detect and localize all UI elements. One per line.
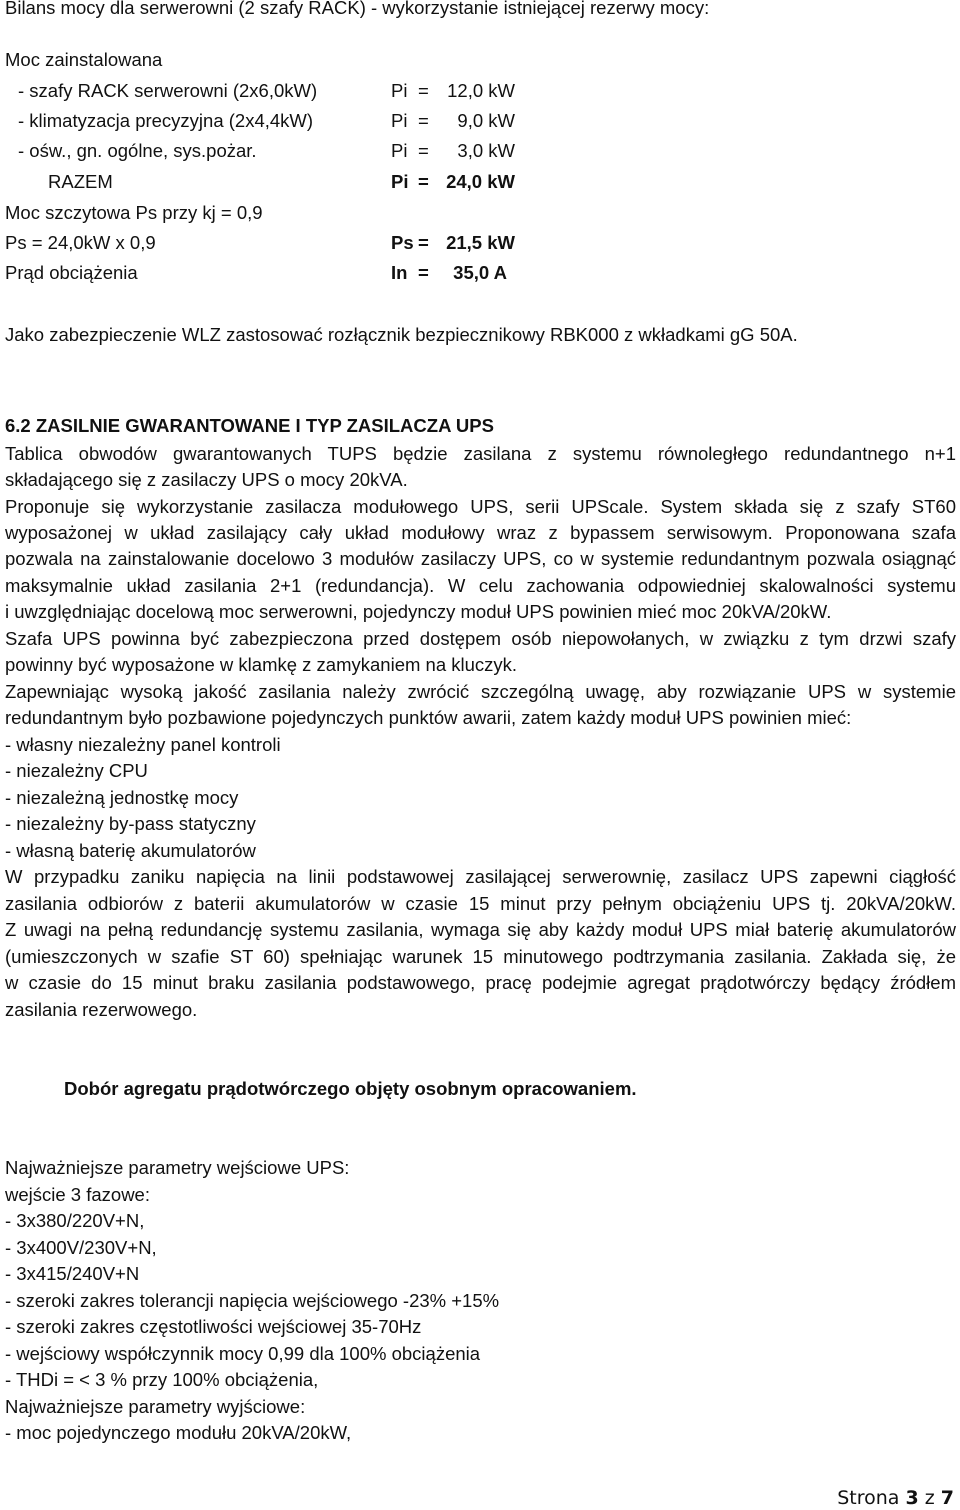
paragraph-line: (umieszczonych w szafie ST 60) spełniając warunek 15 minutowego podtrzymania zasilania. Zakłada się, że: [5, 946, 956, 967]
agregat-note: Dobór agregatu prądotwórczego objęty osobnym opracowaniem.: [64, 1078, 637, 1099]
power-row-equals: =: [418, 140, 429, 161]
paragraph-line: Tablica obwodów gwarantowanych TUPS będzie zasilana z systemu równoległego redundantnego n+1: [5, 443, 956, 464]
paragraph-line: i uwzględniając docelową moc serwerowni, pojedynczy moduł UPS powinien mieć moc 20kVA/20kW.: [5, 601, 832, 622]
params-list-item: - 3x400V/230V+N,: [5, 1237, 157, 1258]
load-current-equals: =: [418, 262, 429, 283]
power-row-equals: =: [418, 80, 429, 101]
peak-power-label: Moc szczytowa Ps przy kj = 0,9: [5, 202, 263, 223]
paragraph-line: Zapewniając wysoką jakość zasilania należy zwrócić szczególną uwagę, aby rozwiązanie UPS w systemie: [5, 681, 956, 702]
power-row: [0, 78, 560, 104]
power-row-symbol: Pi: [391, 110, 408, 131]
peak-power-equals: =: [418, 232, 429, 253]
power-row-value: 12,0 kW: [447, 80, 515, 101]
paragraph-line: pozwala na zainstalowanie docelowo 3 modułów zasilaczy UPS, co w systemie redundantnym pozwala osiągnąć: [5, 548, 956, 569]
paragraph-line: powinny być wyposażone w klamkę z zamykaniem na kluczyk.: [5, 654, 518, 675]
paragraph-line: Proponuje się wykorzystanie zasilacza modułowego UPS, serii UPScale. System składa się z szafy ST60: [5, 496, 956, 517]
params-list-item: - wejściowy współczynnik mocy 0,99 dla 100% obciążenia: [5, 1343, 481, 1364]
page-number: [837, 1486, 954, 1510]
paragraph-line: wyposażonej w układ zasilający cały układ modułowy wraz z bypassem serwisowym. Proponowana szafa: [5, 522, 956, 543]
paragraph-line: W przypadku zaniku napięcia na linii podstawowej zasilającej serwerownię, zasilacz UPS zapewni ciągłość: [5, 866, 956, 887]
power-row-value: 9,0 kW: [457, 110, 515, 131]
load-current-row: [0, 260, 560, 286]
power-row-label: - ośw., gn. ogólne, sys.pożar.: [18, 140, 257, 161]
params-list-item: - THDi = < 3 % przy 100% obciążenia,: [5, 1369, 319, 1390]
paragraph-line: zasilania odbiorów z baterii akumulatorów w czasie 15 minut przy pełnym obciążeniu UPS tj. 20kVA/20kW.: [5, 893, 956, 914]
power-row-value: 3,0 kW: [457, 140, 515, 161]
paragraph-line: maksymalnie układ zasilania 2+1 (redundancja). W celu zachowania odpowiedniej skalowalności systemu: [5, 575, 956, 596]
power-row: [0, 108, 560, 134]
list-item: - własny niezależny panel kontroli: [5, 734, 281, 755]
paragraph-line: Z uwagi na pełną redundancję systemu zasilania, wymaga się aby każdy moduł UPS miał baterię akumulatorów: [5, 919, 956, 940]
page-number-total: 7: [940, 1487, 954, 1509]
peak-power-row: [0, 230, 560, 256]
bilans-title: Bilans mocy dla serwerowni (2 szafy RACK) - wykorzystanie istniejącej rezerwy mocy:: [5, 0, 710, 18]
paragraph-line: zasilania rezerwowego.: [5, 999, 198, 1020]
list-item: - własną baterię akumulatorów: [5, 840, 256, 861]
paragraph-line: składającego się z zasilaczy UPS o mocy 20kVA.: [5, 469, 408, 490]
power-row-label: - szafy RACK serwerowni (2x6,0kW): [18, 80, 318, 101]
params-list-item: - szeroki zakres tolerancji napięcia wejściowego -23% +15%: [5, 1290, 500, 1311]
load-current-symbol: In: [391, 262, 408, 283]
params-line: wejście 3 fazowe:: [5, 1184, 150, 1205]
list-item: - niezależną jednostkę mocy: [5, 787, 239, 808]
params-list-item: - szeroki zakres częstotliwości wejściowej 35-70Hz: [5, 1316, 422, 1337]
params-line: Najważniejsze parametry wyjściowe:: [5, 1396, 306, 1417]
power-row-symbol: Pi: [391, 140, 408, 161]
power-total-label: RAZEM: [48, 171, 113, 192]
paragraph-line: Szafa UPS powinna być zabezpieczona przed dostępem osób niepowołanych, w związku z tym drzwi szafy: [5, 628, 956, 649]
paragraph-line: redundantnym było pozbawione pojedynczych punktów awarii, zatem każdy moduł UPS powinien mieć:: [5, 707, 852, 728]
power-total-symbol: Pi: [391, 171, 409, 192]
page-number-prefix: Strona: [837, 1487, 900, 1509]
installed-power-label: Moc zainstalowana: [5, 49, 163, 70]
power-total-equals: =: [418, 171, 429, 192]
peak-power-formula: Ps = 24,0kW x 0,9: [5, 232, 156, 253]
load-current-value: 35,0 A: [453, 262, 507, 283]
power-row-symbol: Pi: [391, 80, 408, 101]
list-item: - niezależny CPU: [5, 760, 148, 781]
params-list-item: - 3x380/220V+N,: [5, 1210, 145, 1231]
protection-note: Jako zabezpieczenie WLZ zastosować rozłącznik bezpiecznikowy RBK000 z wkładkami gG 50A.: [5, 324, 798, 345]
power-total-row: [0, 169, 560, 195]
power-row: [0, 138, 560, 164]
paragraph-line: w czasie do 15 minut braku zasilania podstawowego, pracę podejmie agregat prądotwórczy będący źródłem: [5, 972, 956, 993]
section-heading: 6.2 ZASILNIE GWARANTOWANE I TYP ZASILACZA UPS: [5, 415, 494, 436]
power-total-value: 24,0 kW: [446, 171, 515, 192]
params-line: Najważniejsze parametry wejściowe UPS:: [5, 1157, 350, 1178]
page-number-separator: z: [924, 1487, 935, 1509]
load-current-label: Prąd obciążenia: [5, 262, 138, 283]
params-list-item: - moc pojedynczego modułu 20kVA/20kW,: [5, 1422, 352, 1443]
peak-power-symbol: Ps: [391, 232, 414, 253]
list-item: - niezależny by-pass statyczny: [5, 813, 256, 834]
peak-power-value: 21,5 kW: [446, 232, 515, 253]
power-row-equals: =: [418, 110, 429, 131]
params-list-item: - 3x415/240V+N: [5, 1263, 140, 1284]
page-number-current: 3: [905, 1487, 919, 1509]
power-row-label: - klimatyzacja precyzyjna (2x4,4kW): [18, 110, 314, 131]
